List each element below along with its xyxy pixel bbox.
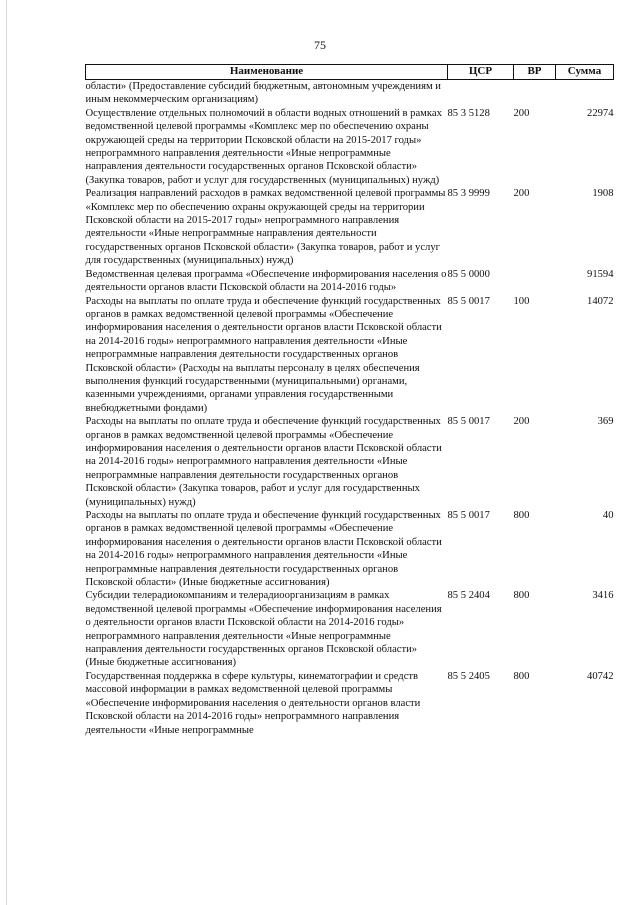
row-name: Расходы на выплаты по оплате труда и обеспечение функций государственных органов в рамках ведомственной целевой программы «Обеспечение информирования населения о деятельности органов власти Псковской области на 2014-2016 годы» непрограммного направления деятельности «Иные непрограммные направления деятельности государственных органов Псковской области» (Иные бюджетные ассигнования) [85,510,442,589]
row-sum: 369 [597,416,614,428]
row-sum: 3416 [592,590,614,602]
row-csr: 85 5 0000 [447,268,490,280]
row-vr: 800 [513,510,530,521]
table-row [86,670,614,737]
row-sum: 14072 [587,295,614,307]
row-csr: 85 5 0017 [447,416,490,428]
row-csr: 85 5 2404 [447,590,490,602]
table-row [86,187,614,267]
header-vr: ВР [514,65,556,80]
row-vr: 100 [513,295,530,307]
row-csr: 85 3 5128 [447,107,490,119]
row-csr: 85 5 0017 [447,295,490,307]
row-vr: 200 [513,188,530,200]
row-csr: 85 5 2405 [447,670,490,682]
row-sum: 91594 [587,268,614,280]
row-name: Государственная поддержка в сфере культуры, кинематографии и средств массовой информации в рамках ведомственной целевой программы «Обеспечение информирования населения о деятельности органов власти Псковской области на 2014-2016 годы» непрограммного направления деятельности «Иные непрограммные [85,670,421,736]
row-name: области» (Предоставление субсидий бюджетным, автономным учреждениям и иным некоммерческим организациям) [85,81,441,106]
table-row [86,107,614,187]
row-name: Субсидии телерадиокомпаниям и телерадиоорганизациям в рамках ведомственной целевой программы «Обеспечение информирования населения о деятельности органов власти Псковской области на 2014-2016 годы» непрограммного направления деятельности «Иные непрограммные направления деятельности государственных органов Псковской области» (Иные бюджетные ассигнования) [85,590,442,669]
row-sum: 22974 [587,107,614,119]
row-sum: 40742 [587,670,614,682]
header-name: Наименование [86,65,448,80]
table-row [86,509,614,589]
row-vr: 800 [513,670,530,682]
row-name: Расходы на выплаты по оплате труда и обеспечение функций государственных органов в рамках ведомственной целевой программы «Обеспечение информирования населения о деятельности органов власти Псковской области на 2014-2016 годы» непрограммного направления деятельности «Иные непрограммные направления деятельности государственных органов Псковской области» (Закупка товаров, работ и услуг для государственных (муниципальных) нужд) [85,416,442,508]
row-vr: 800 [513,590,530,602]
table-row [86,80,614,107]
row-vr [514,80,556,107]
row-csr: 85 5 0017 [447,510,490,521]
header-csr: ЦСР [448,65,514,80]
row-name: Расходы на выплаты по оплате труда и обеспечение функций государственных органов в рамках ведомственной целевой программы «Обеспечение информирования населения о деятельности органов власти Псковской области на 2014-2016 годы» непрограммного направления деятельности «Иные непрограммные направления деятельности государственных органов Псковской области» (Расходы на выплаты персоналу в целях обеспечения выполнения функций государственными (муниципальными) органами, казенными учреждениями, органами управления государственными внебюджетными фондами) [85,295,442,414]
table-row [86,415,614,509]
row-sum: 1908 [592,188,614,200]
table-header-row [86,65,614,80]
scan-edge-line [6,0,7,905]
row-sum: 40 [602,510,614,521]
row-csr [448,80,514,107]
header-sum: Сумма [556,65,614,80]
row-name: Ведомственная целевая программа «Обеспечение информирования населения о деятельности органов власти Псковской области на 2014-2016 годы» [85,268,447,294]
row-csr: 85 3 9999 [447,188,490,200]
table-row [86,295,614,416]
page-number: 75 [314,38,326,52]
row-vr [514,268,556,295]
row-vr: 200 [513,107,530,119]
row-vr: 200 [513,416,530,428]
row-sum [556,80,614,107]
budget-table [85,64,614,737]
table-row [86,268,614,295]
table-row [86,589,614,669]
row-name: Реализация направлений расходов в рамках ведомственной целевой программы «Комплекс мер по обеспечению охраны окружающей среды на территории Псковской области на 2015-2017 годы» непрограммного направления деятельности «Иные непрограммные направления деятельности государственных органов Псковской области» (Закупка товаров, работ и услуг для государственных (муниципальных) нужд) [85,188,446,267]
row-name: Осуществление отдельных полномочий в области водных отношений в рамках ведомственной целевой программы «Комплекс мер по обеспечению охраны окружающей среды на территории Псковской области на 2015-2017 годы» непрограммного направления деятельности «Иные непрограммные направления деятельности государственных органов Псковской области» (Закупка товаров, работ и услуг для государственных (муниципальных) нужд) [85,107,442,186]
